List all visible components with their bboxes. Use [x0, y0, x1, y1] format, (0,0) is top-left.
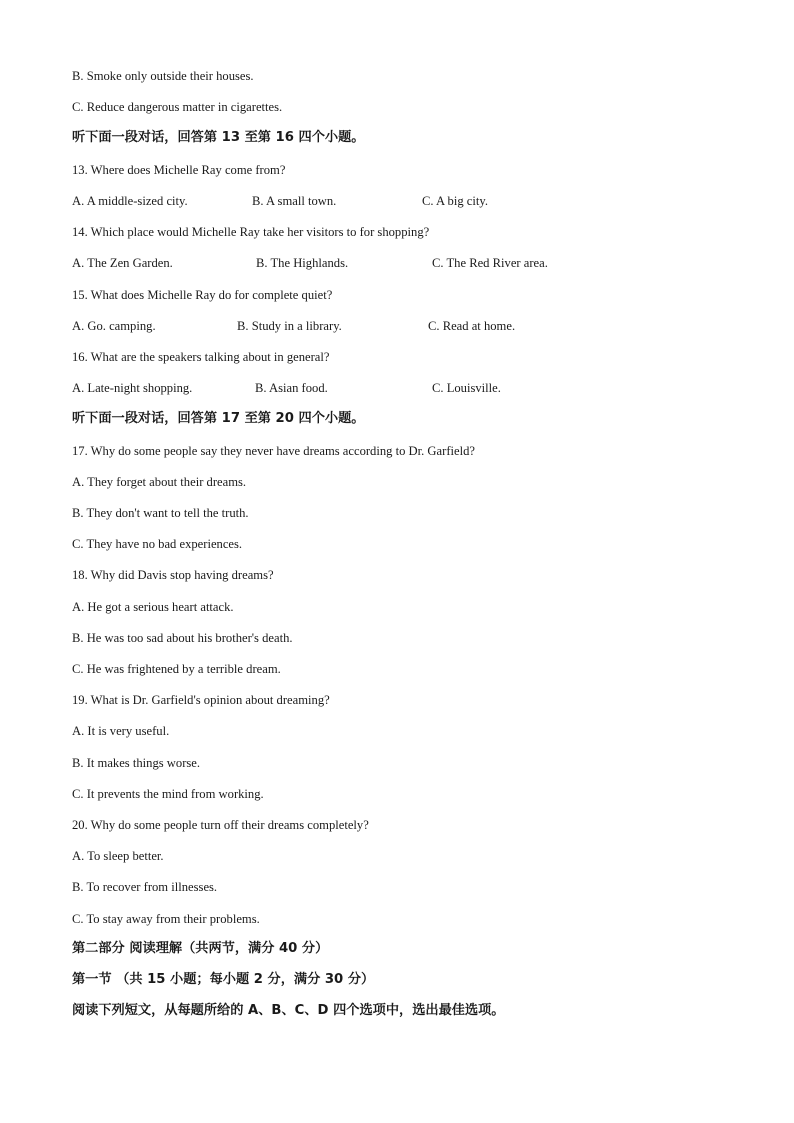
option-line: C. He was frightened by a terrible dream.	[72, 662, 281, 676]
option-b: B. Asian food.	[255, 381, 328, 395]
section-heading: 听下面一段对话，回答第 17 至第 20 四个小题。	[72, 411, 365, 426]
option-line: B. They don't want to tell the truth.	[72, 506, 249, 520]
option-line: B. To recover from illnesses.	[72, 880, 218, 894]
option-line: C. It prevents the mind from working.	[72, 787, 264, 801]
option-c: C. A big city.	[422, 194, 489, 208]
option-a: A. The Zen Garden.	[72, 256, 173, 270]
question-19: 19. What is Dr. Garfield's opinion about dreaming?	[72, 693, 330, 707]
option-line: C. They have no bad experiences.	[72, 537, 243, 551]
option-c: C. The Red River area.	[432, 256, 548, 270]
option-line: B. Smoke only outside their houses.	[72, 69, 254, 83]
option-line: A. It is very useful.	[72, 724, 170, 738]
option-a: A. Go. camping.	[72, 319, 156, 333]
option-c: C. Read at home.	[428, 319, 516, 333]
question-14: 14. Which place would Michelle Ray take her visitors to for shopping?	[72, 225, 430, 239]
option-line: A. He got a serious heart attack.	[72, 600, 234, 614]
option-line: A. To sleep better.	[72, 849, 164, 863]
section-heading: 第一节 （共 15 小题；每小题 2 分，满分 30 分）	[72, 972, 375, 987]
question-13: 13. Where does Michelle Ray come from?	[72, 163, 286, 177]
option-b: B. Study in a library.	[237, 319, 342, 333]
option-b: B. A small town.	[252, 194, 337, 208]
option-line: C. Reduce dangerous matter in cigarettes.	[72, 100, 283, 114]
option-b: B. The Highlands.	[256, 256, 349, 270]
question-20: 20. Why do some people turn off their dreams completely?	[72, 818, 369, 832]
section-heading: 听下面一段对话，回答第 13 至第 16 四个小题。	[72, 130, 365, 145]
option-line: B. He was too sad about his brother's death.	[72, 631, 293, 645]
question-18: 18. Why did Davis stop having dreams?	[72, 568, 274, 582]
part-heading: 第二部分 阅读理解（共两节，满分 40 分）	[72, 941, 329, 956]
option-a: A. A middle-sized city.	[72, 194, 188, 208]
question-16: 16. What are the speakers talking about in general?	[72, 350, 330, 364]
question-15: 15. What does Michelle Ray do for complete quiet?	[72, 288, 333, 302]
option-a: A. Late-night shopping.	[72, 381, 193, 395]
instruction-heading: 阅读下列短文，从每题所给的 A、B、C、D 四个选项中，选出最佳选项。	[72, 1003, 505, 1018]
option-line: C. To stay away from their problems.	[72, 912, 260, 926]
option-line: A. They forget about their dreams.	[72, 475, 247, 489]
option-line: B. It makes things worse.	[72, 756, 201, 770]
option-c: C. Louisville.	[432, 381, 501, 395]
question-17: 17. Why do some people say they never have dreams according to Dr. Garfield?	[72, 444, 475, 458]
